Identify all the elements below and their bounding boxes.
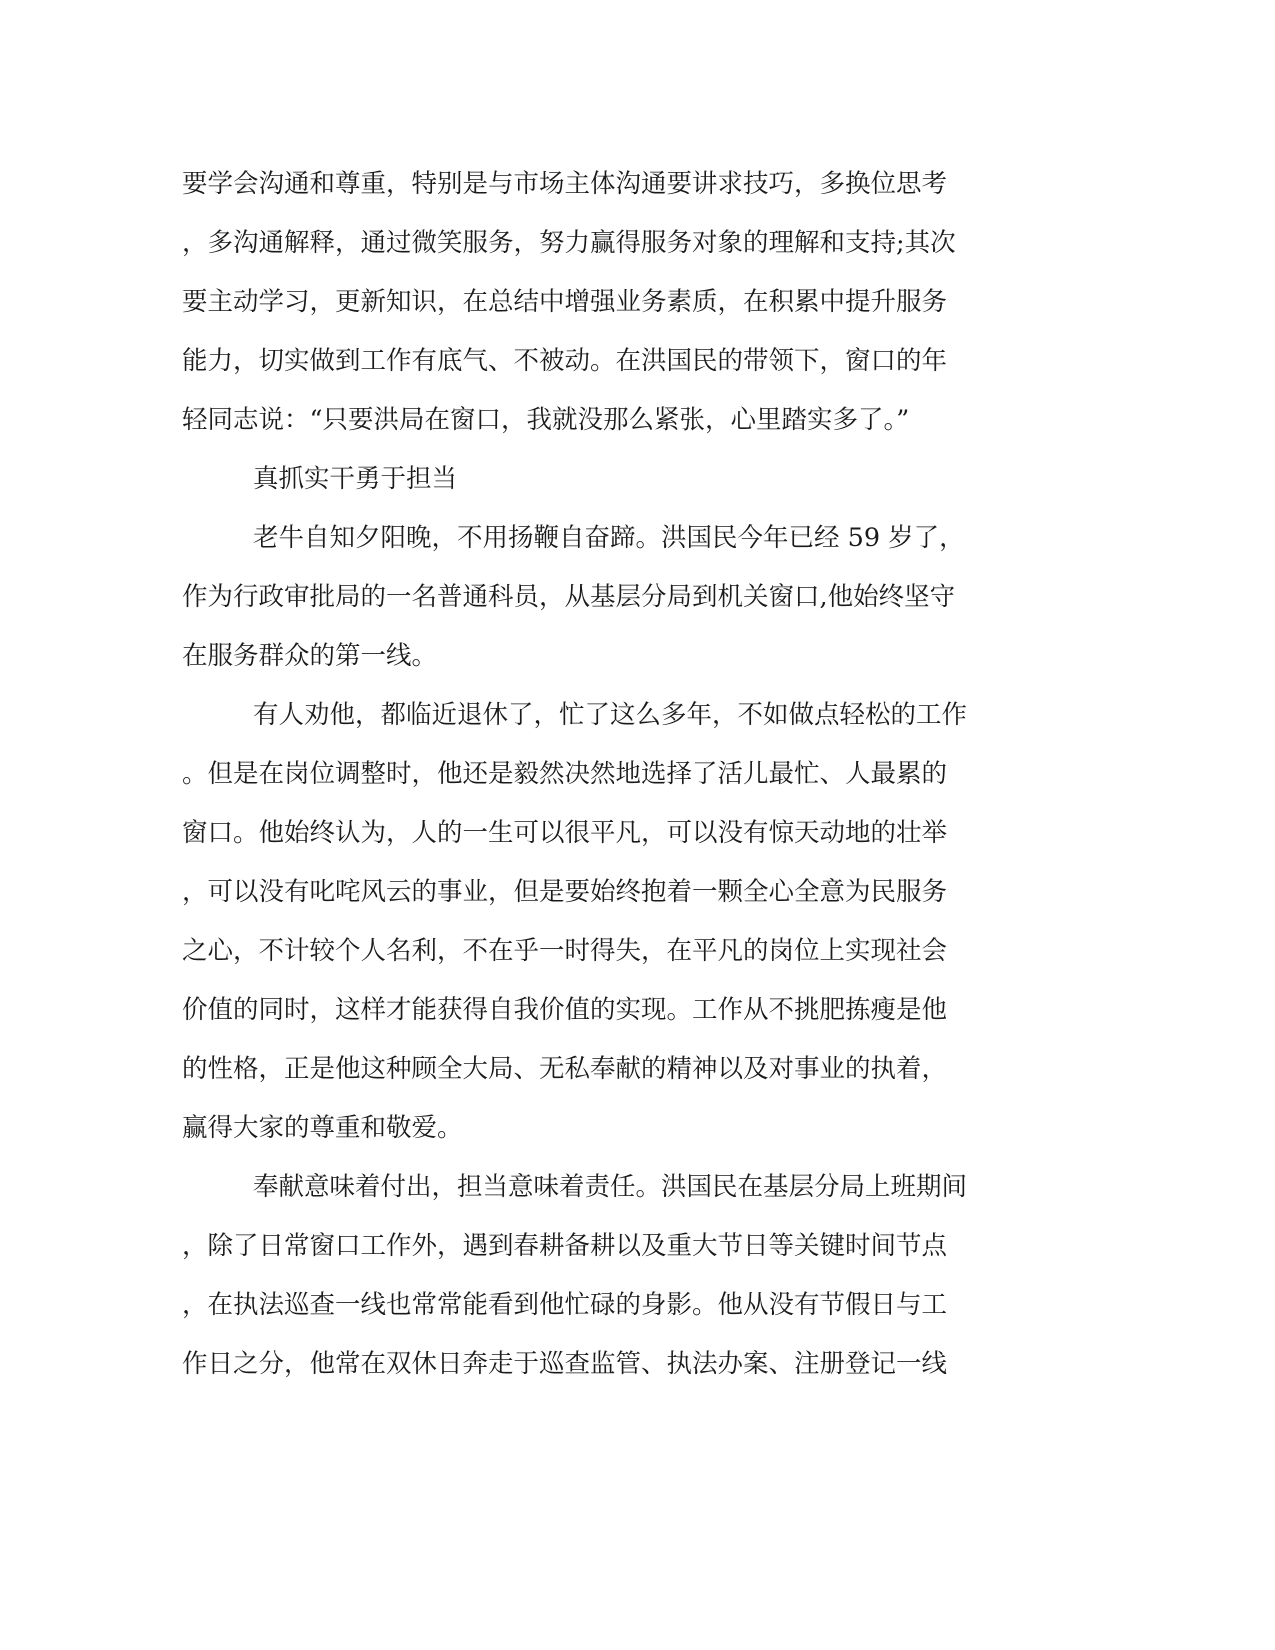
paragraph-dedication — [182, 1158, 1042, 1394]
text-line: 轻同志说：“只要洪局在窗口，我就没那么紧张，心里踏实多了。” — [182, 405, 910, 435]
text-line: 作日之分，他常在双休日奔走于巡查监管、执法办案、注册登记一线 — [182, 1349, 948, 1379]
document-body — [182, 155, 1042, 1394]
text-line: 要主动学习，更新知识，在总结中增强业务素质，在积累中提升服务 — [182, 287, 948, 317]
text-line: 奉献意味着付出，担当意味着责任。洪国民在基层分局上班期间 — [253, 1172, 968, 1202]
text-line: ，可以没有叱咤风云的事业，但是要始终抱着一颗全心全意为民服务 — [182, 877, 948, 907]
text-line: ，多沟通解释，通过微笑服务，努力赢得服务对象的理解和支持;其次 — [182, 228, 956, 258]
text-line: ，除了日常窗口工作外，遇到春耕备耕以及重大节日等关键时间节点 — [182, 1231, 948, 1261]
text-line: 能力，切实做到工作有底气、不被动。在洪国民的带领下，窗口的年 — [182, 346, 948, 376]
text-line: 。但是在岗位调整时，他还是毅然决然地选择了活儿最忙、人最累的 — [182, 759, 948, 789]
text-line: 老牛自知夕阳晚，不用扬鞭自奋蹄。洪国民今年已经 59 岁了， — [253, 523, 965, 553]
text-line: 要学会沟通和尊重，特别是与市场主体沟通要讲求技巧，多换位思考 — [182, 169, 948, 199]
text-line: ，在执法巡查一线也常常能看到他忙碌的身影。他从没有节假日与工 — [182, 1290, 948, 1320]
text-line: 作为行政审批局的一名普通科员，从基层分局到机关窗口,他始终坚守 — [182, 582, 956, 612]
section-heading-text: 真抓实干勇于担当 — [253, 464, 458, 494]
paragraph-retirement — [182, 686, 1042, 1158]
text-line: 的性格，正是他这种顾全大局、无私奉献的精神以及对事业的执着， — [182, 1054, 948, 1084]
paragraph-old-ox — [182, 509, 1042, 686]
section-heading — [182, 450, 1042, 509]
text-line: 窗口。他始终认为，人的一生可以很平凡，可以没有惊天动地的壮举 — [182, 818, 948, 848]
text-line: 有人劝他，都临近退休了，忙了这么多年，不如做点轻松的工作 — [253, 700, 968, 730]
text-line: 之心，不计较个人名利，不在乎一时得失，在平凡的岗位上实现社会 — [182, 936, 948, 966]
paragraph-communication — [182, 155, 1042, 450]
text-line: 赢得大家的尊重和敬爱。 — [182, 1113, 463, 1143]
text-line: 价值的同时，这样才能获得自我价值的实现。工作从不挑肥拣瘦是他 — [182, 995, 948, 1025]
text-line: 在服务群众的第一线。 — [182, 641, 438, 671]
